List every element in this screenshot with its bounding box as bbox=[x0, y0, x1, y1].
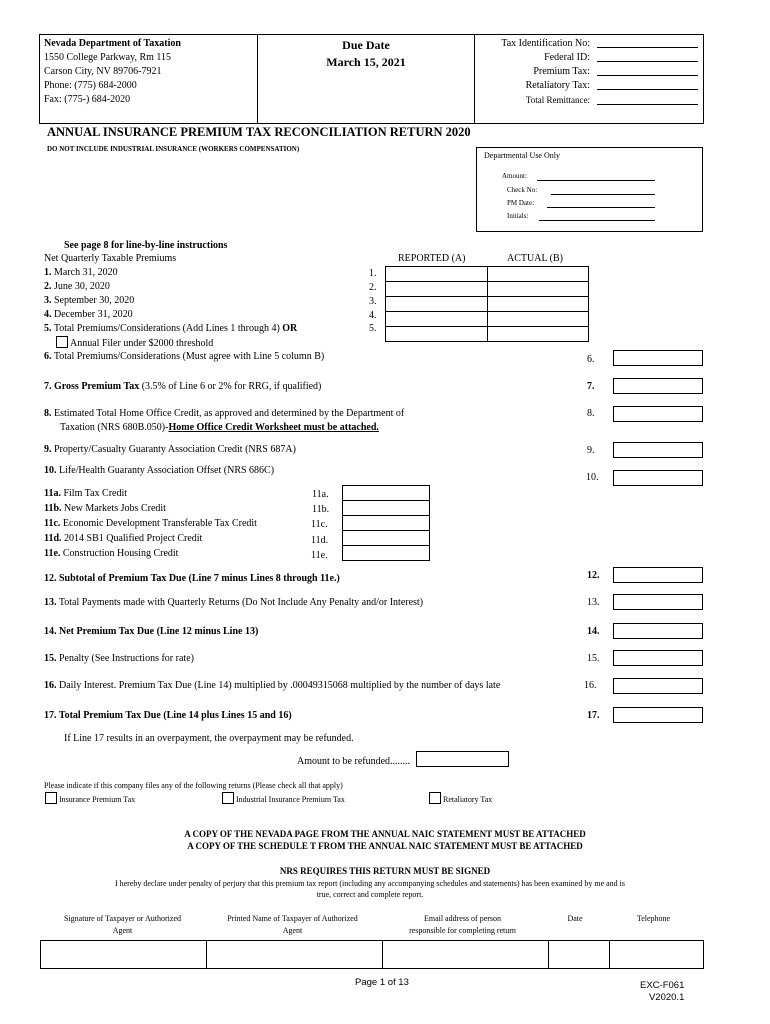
industrial-insurance-checkbox[interactable] bbox=[222, 792, 234, 804]
line-13-input[interactable] bbox=[613, 594, 703, 610]
sig-col-header-3 bbox=[380, 913, 545, 937]
line-11b-number: 11b. bbox=[44, 503, 62, 514]
line-7-input[interactable] bbox=[613, 378, 703, 394]
due-date-label: Due Date bbox=[342, 38, 390, 52]
ref-1: 1. bbox=[369, 268, 377, 279]
ref-12: 12. bbox=[587, 570, 600, 581]
due-date: March 15, 2021 bbox=[326, 55, 406, 69]
ref-7: 7. bbox=[587, 381, 595, 392]
tax-id-label: Tax Identification No: bbox=[501, 38, 590, 49]
line-9-number: 9. bbox=[44, 444, 52, 455]
option-insurance-premium-tax[interactable] bbox=[45, 792, 135, 804]
declaration bbox=[40, 878, 700, 900]
attach-notes bbox=[0, 828, 770, 852]
quarterly-row bbox=[385, 312, 589, 327]
line-5-or: OR bbox=[282, 323, 298, 334]
retaliatory-tax-label: Retaliatory Tax bbox=[443, 795, 493, 804]
sig-col-header-2-line-2: Agent bbox=[282, 926, 303, 935]
reported-cell[interactable] bbox=[386, 297, 488, 311]
sig-col-header-3-line-2: responsible for completing return bbox=[409, 926, 516, 935]
printed-name-cell[interactable] bbox=[207, 941, 383, 968]
federal-id-label: Federal ID: bbox=[544, 52, 590, 63]
line-10-number: 10. bbox=[44, 465, 57, 476]
ref-16: 16. bbox=[584, 680, 597, 691]
agency-phone: Phone: (775) 684-2000 bbox=[44, 80, 137, 91]
ref-11e: 11e. bbox=[311, 550, 328, 561]
form-code: EXC-F061 bbox=[640, 980, 685, 991]
dept-pmdate-field[interactable] bbox=[547, 207, 655, 208]
line-9 bbox=[44, 444, 296, 455]
retaliatory-tax-label: Retaliatory Tax: bbox=[525, 80, 590, 91]
line-13-label: Total Payments made with Quarterly Returns (Do Not Include Any Penalty and/or Interest) bbox=[58, 597, 424, 608]
line-16-input[interactable] bbox=[613, 678, 703, 694]
line-3-number: 3. bbox=[44, 295, 52, 306]
col-actual-header: ACTUAL (B) bbox=[507, 253, 564, 264]
annual-filer-checkbox[interactable] bbox=[56, 336, 68, 348]
date-cell[interactable] bbox=[549, 941, 610, 968]
line-12-input[interactable] bbox=[613, 567, 703, 583]
ref-9: 9. bbox=[587, 445, 595, 456]
line-2-number: 2. bbox=[44, 281, 52, 292]
annual-filer-option[interactable] bbox=[56, 336, 213, 349]
reported-cell[interactable] bbox=[386, 312, 488, 326]
line-12-label: Subtotal of Premium Tax Due (Line 7 minus Lines 8 through 11e.) bbox=[59, 573, 340, 584]
tax-id-labels bbox=[476, 37, 590, 107]
refund-label: Amount to be refunded........ bbox=[297, 756, 411, 767]
line-10-input[interactable] bbox=[613, 470, 703, 486]
sig-col-header-2-line-1: Printed Name of Taxpayer of Authorized bbox=[227, 914, 358, 923]
line-11b-label: New Markets Jobs Credit bbox=[64, 503, 166, 514]
line-5-number: 5. bbox=[44, 323, 52, 334]
credit-input[interactable] bbox=[342, 546, 430, 561]
ref-15: 15. bbox=[587, 653, 600, 664]
quarterly-row bbox=[385, 282, 589, 297]
line-9-label: Property/Casualty Guaranty Association Credit (NRS 687A) bbox=[54, 444, 296, 455]
line-15-input[interactable] bbox=[613, 650, 703, 666]
credit-input[interactable] bbox=[342, 531, 430, 546]
sig-col-header-1-line-2: Agent bbox=[112, 926, 133, 935]
line-14-label: Net Premium Tax Due (Line 12 minus Line 13) bbox=[59, 626, 259, 637]
email-cell[interactable] bbox=[383, 941, 549, 968]
line-3 bbox=[44, 295, 134, 306]
sig-col-header-3-line-1: Email address of person bbox=[423, 914, 502, 923]
ref-13: 13. bbox=[587, 597, 600, 608]
total-remittance-field[interactable] bbox=[597, 104, 698, 105]
line-17 bbox=[44, 710, 292, 721]
line-8-label-2: Taxation (NRS 680B.050)- bbox=[60, 422, 169, 433]
line-8-worksheet-note: Home Office Credit Worksheet must be attached. bbox=[168, 422, 379, 433]
line-11e bbox=[44, 548, 178, 559]
option-retaliatory-tax[interactable] bbox=[429, 792, 492, 804]
line-4-number: 4. bbox=[44, 309, 52, 320]
attach-note-nevada-page: A COPY OF THE NEVADA PAGE FROM THE ANNUAL NAIC STATEMENT MUST BE ATTACHED bbox=[184, 829, 586, 839]
signature-table bbox=[40, 940, 704, 969]
line-13 bbox=[44, 597, 423, 608]
line-15-label: Penalty (See Instructions for rate) bbox=[59, 653, 194, 664]
ref-5: 5. bbox=[369, 323, 377, 334]
line-15 bbox=[44, 653, 194, 664]
line-7-label: (3.5% of Line 6 or 2% for RRG, if qualified) bbox=[141, 381, 322, 392]
line-11c-number: 11c. bbox=[44, 518, 61, 529]
line-4 bbox=[44, 309, 133, 320]
line-2 bbox=[44, 281, 110, 292]
line-16-number: 16. bbox=[44, 680, 57, 691]
quarterly-heading: Net Quarterly Taxable Premiums bbox=[44, 253, 177, 264]
line-14-number: 14. bbox=[44, 626, 57, 637]
credit-input[interactable] bbox=[342, 485, 430, 501]
line-11b bbox=[44, 503, 166, 514]
form-id bbox=[640, 980, 684, 1004]
line-16 bbox=[44, 680, 500, 691]
industrial-insurance-label: Industrial Insurance Premium Tax bbox=[236, 795, 345, 804]
ref-6: 6. bbox=[587, 354, 595, 365]
line-13-number: 13. bbox=[44, 597, 57, 608]
line-5-label: Total Premiums/Considerations (Add Lines 1 through 4) bbox=[53, 323, 280, 334]
ref-14: 14. bbox=[587, 626, 600, 637]
dept-amount-field[interactable] bbox=[537, 180, 655, 181]
actual-cell[interactable] bbox=[488, 282, 589, 296]
actual-cell[interactable] bbox=[488, 267, 589, 281]
line-12 bbox=[44, 573, 340, 584]
dept-amount-label: Amount: bbox=[502, 172, 527, 180]
ref-11b: 11b. bbox=[312, 504, 330, 515]
sig-col-header-4 bbox=[545, 913, 605, 925]
credit-input[interactable] bbox=[342, 501, 430, 516]
form-subtitle: DO NOT INCLUDE INDUSTRIAL INSURANCE (WORKERS COMPENSATION) bbox=[47, 145, 300, 153]
refund-amount-input[interactable] bbox=[416, 751, 509, 767]
retaliatory-tax-checkbox[interactable] bbox=[429, 792, 441, 804]
signature-cell[interactable] bbox=[41, 941, 207, 968]
line-7-number: 7. bbox=[44, 381, 52, 392]
ref-11d: 11d. bbox=[311, 535, 329, 546]
reported-cell[interactable] bbox=[386, 327, 488, 341]
form-version: V2020.1 bbox=[648, 992, 685, 1003]
dept-initials-label: Initials: bbox=[507, 212, 529, 220]
col-reported-header: REPORTED (A) bbox=[398, 253, 466, 264]
line-6-number: 6. bbox=[44, 351, 52, 362]
line-11e-label: Construction Housing Credit bbox=[62, 548, 179, 559]
agency-street: 1550 College Parkway, Rm 115 bbox=[44, 52, 172, 63]
sig-col-header-4-line-2: Date bbox=[567, 914, 583, 923]
premium-tax-label: Premium Tax: bbox=[533, 66, 590, 77]
annual-filer-label: Annual Filer under $2000 threshold bbox=[70, 338, 214, 349]
line-1-label: March 31, 2020 bbox=[54, 267, 118, 278]
option-industrial-insurance-premium-tax[interactable] bbox=[222, 792, 345, 804]
ref-4: 4. bbox=[369, 310, 377, 321]
insurance-premium-tax-label: Insurance Premium Tax bbox=[59, 795, 136, 804]
line-11e-number: 11e. bbox=[44, 548, 61, 559]
attach-note-schedule-t: A COPY OF THE SCHEDULE T FROM THE ANNUAL NAIC STATEMENT MUST BE ATTACHED bbox=[187, 841, 583, 851]
line-8-input[interactable] bbox=[613, 406, 703, 422]
declaration-line-1: I hereby declare under penalty of perjury that this premium tax report (including any accompanying schedules and statements) has been examined by me and is bbox=[114, 879, 626, 888]
tax-id-field[interactable] bbox=[597, 47, 698, 48]
agency-city: Carson City, NV 89706-7921 bbox=[44, 66, 162, 77]
line-4-label: December 31, 2020 bbox=[54, 309, 133, 320]
line-7 bbox=[44, 381, 321, 392]
sig-col-header-1-line-1: Signature of Taxpayer or Authorized bbox=[63, 914, 182, 923]
line-16-label: Daily Interest. Premium Tax Due (Line 14) multiplied by .00049315068 multiplied by the number of days late bbox=[59, 680, 501, 691]
credit-input[interactable] bbox=[342, 516, 430, 531]
line-14 bbox=[44, 626, 258, 637]
premium-tax-field[interactable] bbox=[597, 75, 698, 76]
dept-check-field[interactable] bbox=[551, 194, 655, 195]
form-title: ANNUAL INSURANCE PREMIUM TAX RECONCILIATION RETURN 2020 bbox=[47, 125, 471, 139]
reported-cell[interactable] bbox=[386, 267, 488, 281]
line-11c bbox=[44, 518, 257, 529]
line-11a-label: Film Tax Credit bbox=[63, 488, 128, 499]
page-number: Page 1 of 13 bbox=[355, 977, 409, 988]
line-3-label: September 30, 2020 bbox=[54, 295, 135, 306]
federal-id-field[interactable] bbox=[597, 61, 698, 62]
instructions-note: See page 8 for line-by-line instructions bbox=[64, 240, 228, 251]
total-remittance-label: Total Remittance: bbox=[525, 95, 590, 105]
line-11a-number: 11a. bbox=[44, 488, 61, 499]
ref-11a: 11a. bbox=[312, 489, 329, 500]
dept-check-label: Check No: bbox=[507, 186, 538, 194]
telephone-cell[interactable] bbox=[610, 941, 703, 968]
actual-cell[interactable] bbox=[488, 312, 589, 326]
line-11d-label: 2014 SB1 Qualified Project Credit bbox=[64, 533, 203, 544]
signed-heading: NRS REQUIRES THIS RETURN MUST BE SIGNED bbox=[279, 866, 491, 876]
line-14-input[interactable] bbox=[613, 623, 703, 639]
quarterly-grid bbox=[385, 266, 589, 342]
line-10-label: Life/Health Guaranty Association Offset (NRS 686C) bbox=[59, 465, 275, 476]
line-11a bbox=[44, 488, 127, 499]
insurance-premium-tax-checkbox[interactable] bbox=[45, 792, 57, 804]
departmental-use-title: Departmental Use Only bbox=[484, 151, 560, 160]
agency-name: Nevada Department of Taxation bbox=[44, 38, 181, 49]
line-1-number: 1. bbox=[44, 267, 52, 278]
dept-initials-field[interactable] bbox=[539, 220, 655, 221]
declaration-line-2: true, correct and complete report. bbox=[316, 890, 424, 899]
line-12-number: 12. bbox=[44, 573, 57, 584]
line-6 bbox=[44, 351, 324, 362]
overpayment-note: If Line 17 results in an overpayment, the overpayment may be refunded. bbox=[64, 733, 354, 744]
sig-col-header-1 bbox=[40, 913, 205, 937]
ref-11c: 11c. bbox=[311, 519, 328, 530]
line-8-label: Estimated Total Home Office Credit, as approved and determined by the Department of bbox=[54, 408, 405, 419]
quarterly-row bbox=[385, 327, 589, 342]
ref-17: 17. bbox=[587, 710, 600, 721]
line-5 bbox=[44, 323, 297, 334]
ref-3: 3. bbox=[369, 296, 377, 307]
line-1 bbox=[44, 267, 118, 278]
sig-col-header-5-line-2: Telephone bbox=[636, 914, 671, 923]
quarterly-row bbox=[385, 266, 589, 282]
agency-fax: Fax: (775-) 684-2020 bbox=[44, 94, 131, 105]
reported-cell[interactable] bbox=[386, 282, 488, 296]
line-9-input[interactable] bbox=[613, 442, 703, 458]
line-7-bold-label: Gross Premium Tax bbox=[54, 381, 140, 392]
header-divider-2 bbox=[474, 34, 475, 123]
line-17-label: Total Premium Tax Due (Line 14 plus Lines 15 and 16) bbox=[58, 710, 292, 721]
line-6-input[interactable] bbox=[613, 350, 703, 366]
dept-pmdate-label: PM Date: bbox=[507, 199, 535, 207]
line-17-input[interactable] bbox=[613, 707, 703, 723]
line-11d-number: 11d. bbox=[44, 533, 62, 544]
retaliatory-tax-field[interactable] bbox=[597, 89, 698, 90]
line-11c-label: Economic Development Transferable Tax Credit bbox=[62, 518, 257, 529]
line-11d bbox=[44, 533, 202, 544]
actual-cell[interactable] bbox=[488, 327, 589, 341]
line-8-number: 8. bbox=[44, 408, 52, 419]
ref-8: 8. bbox=[587, 408, 595, 419]
line-17-number: 17. bbox=[44, 710, 57, 721]
actual-cell[interactable] bbox=[488, 297, 589, 311]
ref-10: 10. bbox=[586, 472, 599, 483]
ref-2: 2. bbox=[369, 282, 377, 293]
line-10 bbox=[44, 465, 274, 476]
line-6-label: Total Premiums/Considerations (Must agree with Line 5 column B) bbox=[53, 351, 325, 362]
due-date-block bbox=[258, 37, 474, 71]
line-8 bbox=[44, 408, 404, 419]
credits-grid bbox=[342, 485, 430, 561]
line-2-label: June 30, 2020 bbox=[54, 281, 110, 292]
sig-col-header-5 bbox=[605, 913, 702, 925]
other-returns-prompt: Please indicate if this company files any of the following returns (Please check all that apply) bbox=[44, 781, 343, 790]
sig-col-header-2 bbox=[205, 913, 380, 937]
quarterly-row bbox=[385, 297, 589, 312]
line-8-cont bbox=[60, 422, 379, 433]
agency-address bbox=[44, 37, 181, 107]
line-15-number: 15. bbox=[44, 653, 57, 664]
